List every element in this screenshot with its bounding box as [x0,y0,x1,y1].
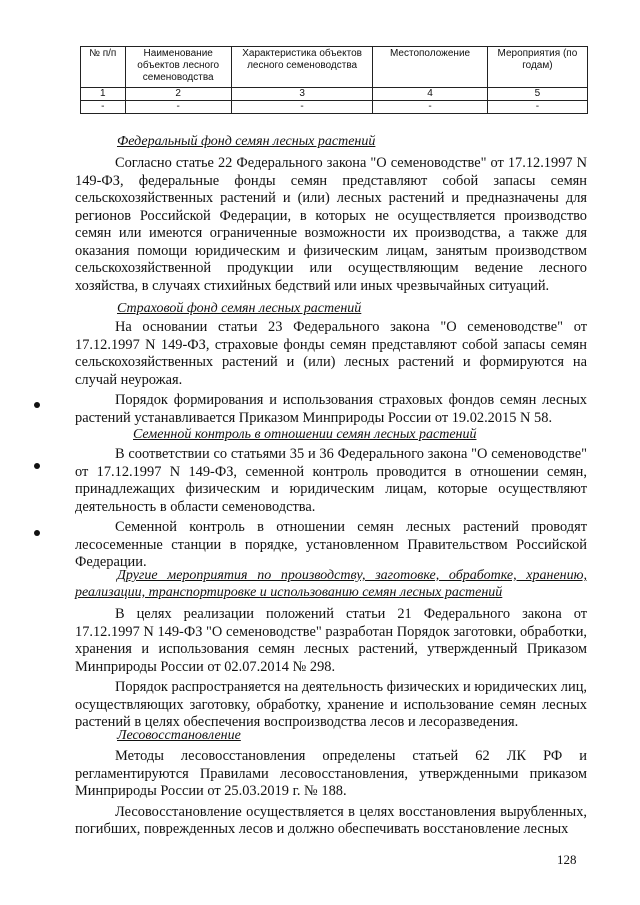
table-header-row [81,47,588,88]
seed-objects-table [80,46,588,114]
table-header-cell: Мероприятия (по годам) [487,47,587,88]
paragraph: Семенной контроль в отношении семян лесных растений проводят лесосеменные станции в порядке, установленном Правительством Российской Федерации. [75,519,587,570]
table-cell: - [487,101,587,114]
table-cell: - [125,101,231,114]
table-header-cell: Наименование объектов лесного семеноводства [125,47,231,88]
table-header-cell: № п/п [81,47,126,88]
page-number: 128 [557,852,577,867]
table-cell: - [81,101,126,114]
table-cell: 3 [231,88,372,101]
punch-hole-mark [34,402,40,408]
punch-hole-mark [34,530,40,536]
section-body-reforestation [75,748,587,839]
paragraph: На основании статьи 23 Федерального закона "О семеноводстве" от 17.12.1997 N 149-ФЗ, страховые фонды семян представляют собой запасы семян сельскохозяйственных растений и (или) лесных растений и формируются на случай неурожая. [75,319,587,388]
table-header-cell: Местоположение [373,47,487,88]
section-heading-other-activities: Другие мероприятия по производству, заготовке, обработке, хранению, реализации, транспортировке и использованию семян лесных растений [75,568,587,600]
table-row [81,101,588,114]
section-heading-insurance-fund: Страховой фонд семян лесных растений [117,301,362,316]
paragraph: Порядок распространяется на деятельность физических и юридических лиц, осуществляющих заготовку, обработку, хранение и использование семян лесных растений в целях обеспечения воспроизводства лесов и лесоразведения. [75,679,587,730]
section-body-federal-fund [75,155,587,295]
paragraph: Порядок формирования и использования страховых фондов семян лесных растений устанавливается Приказом Минприроды России от 19.02.2015 N 58. [75,392,587,426]
punch-hole-mark [34,463,40,469]
table-cell: 1 [81,88,126,101]
table-row [81,88,588,101]
table-cell: 2 [125,88,231,101]
section-body-other-activities [75,606,587,732]
section-heading-seed-control: Семенной контроль в отношении семян лесных растений [133,427,477,442]
table-header-cell: Характеристика объектов лесного семеноводства [231,47,372,88]
table-cell: - [231,101,372,114]
paragraph: Методы лесовосстановления определены статьей 62 ЛК РФ и регламентируются Правилами лесовосстановления, утвержденными приказом Минприроды России от 25.03.2019 г. № 188. [75,748,587,799]
section-body-seed-control [75,446,587,572]
paragraph: В соответствии со статьями 35 и 36 Федерального закона "О семеноводстве" от 17.12.1997 N 149-ФЗ, семенной контроль проводится в отношении семян, принадлежащих физическим и юридическим лицам, которые осуществляют деятельность в области семеноводства. [75,446,587,515]
table-cell: 4 [373,88,487,101]
table-cell: 5 [487,88,587,101]
paragraph: В целях реализации положений статьи 21 Федерального закона от 17.12.1997 N 149-ФЗ "О семеноводстве" разработан Порядок заготовки, обработки, хранения и использования семян лесных растений, утвержденный Приказом Минприроды России от 02.07.2014 № 298. [75,606,587,675]
section-heading-reforestation: Лесовосстановление [117,728,241,743]
section-heading-federal-fund: Федеральный фонд семян лесных растений [117,134,376,149]
table-cell: - [373,101,487,114]
paragraph: Лесовосстановление осуществляется в целях восстановления вырубленных, погибших, поврежденных лесов и должно обеспечивать восстановление лесных [75,803,587,837]
paragraph: Согласно статье 22 Федерального закона "О семеноводстве" от 17.12.1997 N 149-ФЗ, федеральные фонды семян представляют собой запасы семян сельскохозяйственных растений и (или) лесных растений и предназначены для регионов Российской Федерации, в которых не осуществляется производство семян или имеются ограниченные возможности их производства, а также для оказания помощи юридическим и физическим лицам, занятым производством сельскохозяйственной продукции или осуществляющим ведение лесного хозяйства, в случаях стихийных бедствий или иных чрезвычайных ситуаций. [75,155,587,294]
section-body-insurance-fund [75,319,587,427]
